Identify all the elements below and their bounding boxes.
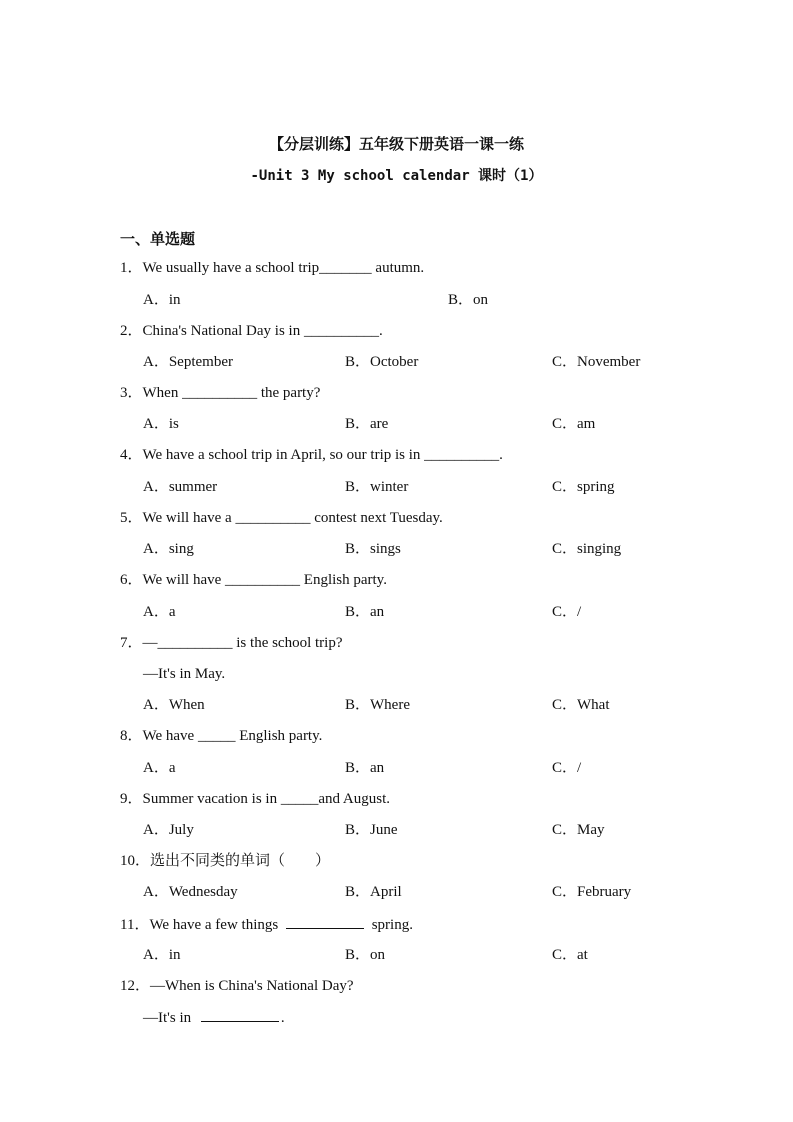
page-title: 【分层训练】五年级下册英语一课一练 xyxy=(268,135,524,153)
question-answer-line: —It's in May. xyxy=(143,666,226,682)
option-a: A．summer xyxy=(143,479,218,495)
question-stem: —When is China's National Day? xyxy=(150,978,354,994)
option-a: A．in xyxy=(143,947,181,963)
option-c: C．/ xyxy=(552,604,582,620)
question-4: 4．We have a school trip in April, so our trip is in __________. xyxy=(120,447,503,463)
question-stem: 选出不同类的单词（ ） xyxy=(150,853,331,869)
option-b: B．June xyxy=(345,822,398,838)
question-stem: We have _____ English party. xyxy=(142,728,323,744)
question-7: 7．—__________ is the school trip? xyxy=(120,635,343,651)
option-a: A．is xyxy=(143,416,179,432)
question-5: 5．We will have a __________ contest next Tuesday. xyxy=(120,510,443,526)
option-b: B．April xyxy=(345,884,402,900)
question-stem: Summer vacation is in _____and August. xyxy=(142,791,390,807)
option-c: C．What xyxy=(552,697,610,713)
question-1: 1．We usually have a school trip_______ autumn. xyxy=(120,260,425,276)
option-a: A．Wednesday xyxy=(143,884,238,900)
question-3: 3．When __________ the party? xyxy=(120,385,321,401)
page-subtitle: -Unit 3 My school calendar 课时（1） xyxy=(250,168,543,184)
question-stem: We will have a __________ contest next Tuesday. xyxy=(142,510,443,526)
answer-blank xyxy=(286,914,364,929)
question-stem: When __________ the party? xyxy=(142,385,321,401)
option-a: A．When xyxy=(143,697,205,713)
question-stem: We usually have a school trip_______ autumn. xyxy=(142,260,425,276)
option-c: C．am xyxy=(552,416,596,432)
question-stem: We will have __________ English party. xyxy=(142,572,387,588)
question-2: 2．China's National Day is in __________. xyxy=(120,323,383,339)
option-c: C．/ xyxy=(552,760,582,776)
question-6: 6．We will have __________ English party. xyxy=(120,572,387,588)
option-c: C．May xyxy=(552,822,605,838)
option-b: B．winter xyxy=(345,479,409,495)
option-a: A．a xyxy=(143,604,176,620)
option-a: A．a xyxy=(143,760,176,776)
question-stem: We have a school trip in April, so our trip is in __________. xyxy=(142,447,503,463)
question-stem: We have a few things xyxy=(149,917,279,933)
option-a: A．July xyxy=(143,822,194,838)
question-stem-end: spring. xyxy=(371,917,413,933)
question-stem: China's National Day is in __________. xyxy=(142,323,383,339)
option-c: C．November xyxy=(552,354,641,370)
option-c: C．spring xyxy=(552,479,615,495)
option-b: B．October xyxy=(345,354,419,370)
option-b: B．an xyxy=(345,760,385,776)
option-b: B．on xyxy=(448,292,489,308)
question-10: 10．选出不同类的单词（ ） xyxy=(120,853,331,869)
question-8: 8．We have _____ English party. xyxy=(120,728,323,744)
option-c: C．February xyxy=(552,884,632,900)
option-b: B．on xyxy=(345,947,386,963)
question-answer-line: —It's in . xyxy=(143,1007,285,1028)
question-12: 12．—When is China's National Day? xyxy=(120,978,354,994)
option-a: A．September xyxy=(143,354,233,370)
option-a: A．sing xyxy=(143,541,194,557)
option-c: C．at xyxy=(552,947,588,963)
option-b: B．Where xyxy=(345,697,410,713)
option-c: C．singing xyxy=(552,541,622,557)
question-11: 11．We have a few things spring. xyxy=(120,914,413,935)
option-a: A．in xyxy=(143,292,181,308)
option-b: B．an xyxy=(345,604,385,620)
option-b: B．sings xyxy=(345,541,401,557)
option-b: B．are xyxy=(345,416,389,432)
section-heading: 一、单选题 xyxy=(120,230,196,248)
question-9: 9．Summer vacation is in _____and August. xyxy=(120,791,390,807)
answer-blank xyxy=(201,1007,279,1022)
question-stem: —__________ is the school trip? xyxy=(142,635,343,651)
